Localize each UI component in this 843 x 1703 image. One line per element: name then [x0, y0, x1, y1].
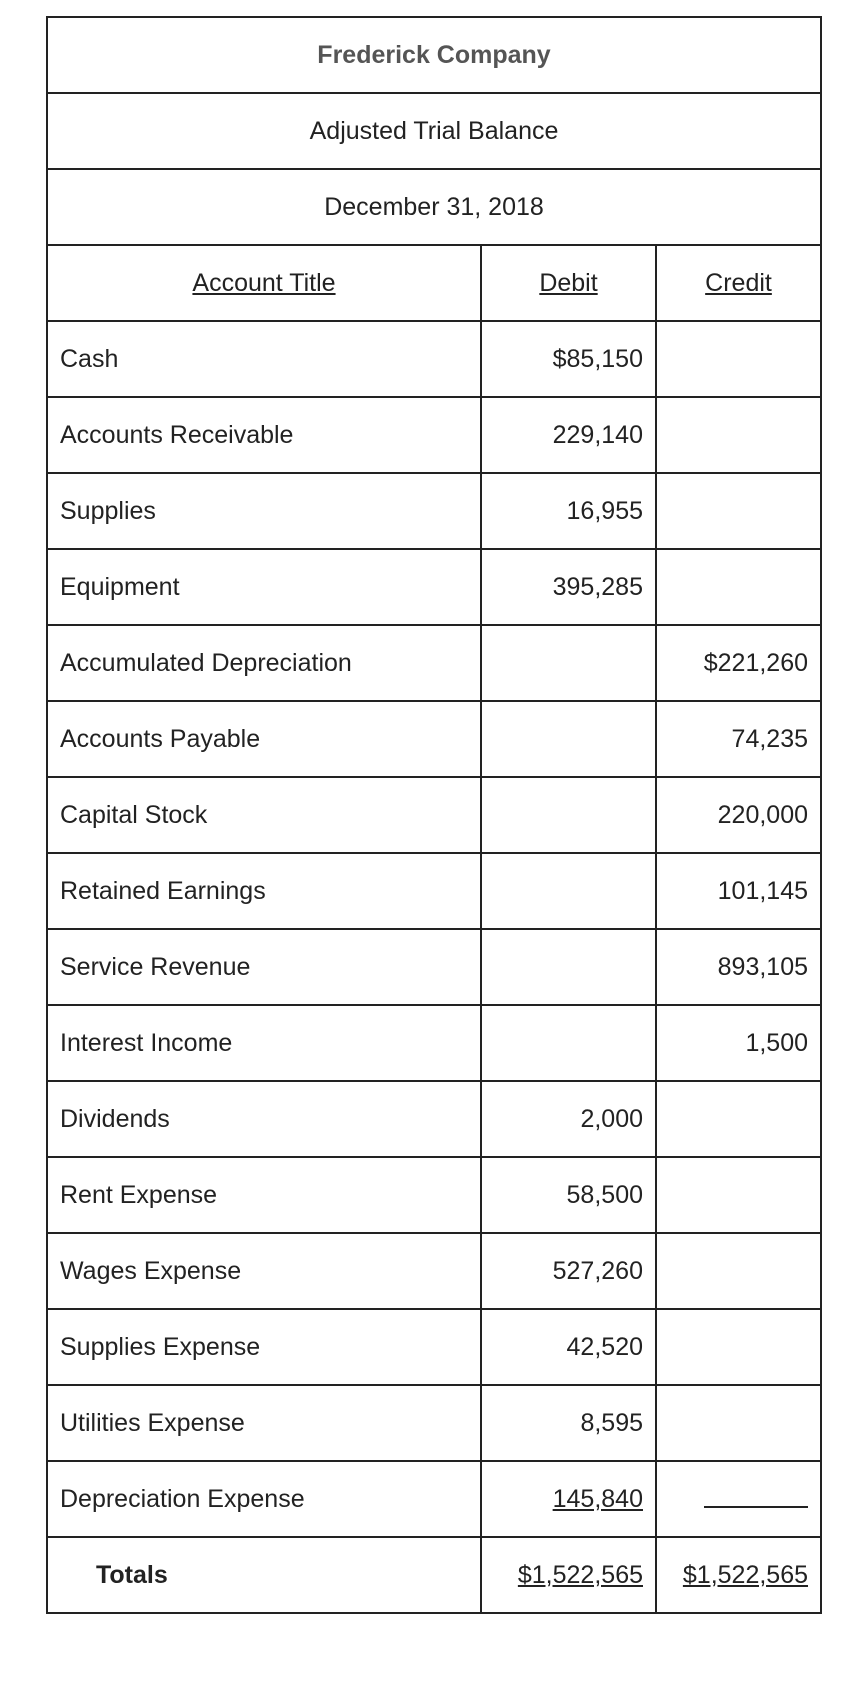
credit-cell: 1,500: [656, 1005, 821, 1081]
debit-header: Debit: [481, 245, 656, 321]
debit-cell: 395,285: [481, 549, 656, 625]
header-company-row: [47, 17, 821, 93]
debit-cell: 58,500: [481, 1157, 656, 1233]
account-title-cell: Interest Income: [47, 1005, 481, 1081]
debit-cell: 145,840: [481, 1461, 656, 1537]
debit-cell: 16,955: [481, 473, 656, 549]
debit-cell: [481, 701, 656, 777]
debit-cell: [481, 625, 656, 701]
column-header-row: [47, 245, 821, 321]
debit-cell: 527,260: [481, 1233, 656, 1309]
debit-cell: [481, 777, 656, 853]
table-row: [47, 397, 821, 473]
totals-debit: $1,522,565: [481, 1537, 656, 1613]
account-title-cell: Depreciation Expense: [47, 1461, 481, 1537]
credit-cell: 220,000: [656, 777, 821, 853]
credit-cell: [656, 397, 821, 473]
credit-cell: [656, 321, 821, 397]
account-title-header: Account Title: [47, 245, 481, 321]
table-row: [47, 625, 821, 701]
table-row: [47, 929, 821, 1005]
table-row: [47, 701, 821, 777]
table-row: [47, 321, 821, 397]
table-row: [47, 1385, 821, 1461]
header-date-row: [47, 169, 821, 245]
credit-cell: [656, 1309, 821, 1385]
account-title-cell: Utilities Expense: [47, 1385, 481, 1461]
table-row: [47, 1309, 821, 1385]
debit-cell: 42,520: [481, 1309, 656, 1385]
totals-credit: $1,522,565: [656, 1537, 821, 1613]
account-title-cell: Cash: [47, 321, 481, 397]
report-title: Adjusted Trial Balance: [47, 93, 821, 169]
table-row: [47, 1157, 821, 1233]
table-row: [47, 549, 821, 625]
credit-cell: [656, 1157, 821, 1233]
account-title-cell: Rent Expense: [47, 1157, 481, 1233]
table-row: [47, 777, 821, 853]
table-row: [47, 853, 821, 929]
table-row: [47, 473, 821, 549]
account-title-cell: Supplies: [47, 473, 481, 549]
account-title-cell: Equipment: [47, 549, 481, 625]
credit-cell: 74,235: [656, 701, 821, 777]
account-title-cell: Accounts Payable: [47, 701, 481, 777]
account-title-cell: Service Revenue: [47, 929, 481, 1005]
debit-cell: 229,140: [481, 397, 656, 473]
debit-cell: [481, 853, 656, 929]
credit-cell: [656, 549, 821, 625]
credit-cell: [656, 1081, 821, 1157]
credit-cell: 101,145: [656, 853, 821, 929]
credit-cell: [656, 473, 821, 549]
account-title-cell: Wages Expense: [47, 1233, 481, 1309]
account-title-cell: Capital Stock: [47, 777, 481, 853]
debit-cell: 2,000: [481, 1081, 656, 1157]
adjusted-trial-balance-table: [46, 16, 822, 1614]
credit-cell: $221,260: [656, 625, 821, 701]
debit-cell: [481, 929, 656, 1005]
credit-header: Credit: [656, 245, 821, 321]
account-title-cell: Supplies Expense: [47, 1309, 481, 1385]
credit-blank-underline: [704, 1492, 808, 1508]
account-title-cell: Accounts Receivable: [47, 397, 481, 473]
account-title-cell: Accumulated Depreciation: [47, 625, 481, 701]
report-date: December 31, 2018: [47, 169, 821, 245]
credit-cell: [656, 1461, 821, 1537]
totals-row: [47, 1537, 821, 1613]
table-row: [47, 1005, 821, 1081]
credit-cell: [656, 1385, 821, 1461]
table-row: [47, 1081, 821, 1157]
totals-label: Totals: [47, 1537, 481, 1613]
header-report-row: [47, 93, 821, 169]
debit-cell: $85,150: [481, 321, 656, 397]
credit-cell: 893,105: [656, 929, 821, 1005]
debit-cell: [481, 1005, 656, 1081]
table-row: [47, 1461, 821, 1537]
debit-cell: 8,595: [481, 1385, 656, 1461]
account-title-cell: Dividends: [47, 1081, 481, 1157]
table-row: [47, 1233, 821, 1309]
credit-cell: [656, 1233, 821, 1309]
account-title-cell: Retained Earnings: [47, 853, 481, 929]
company-name: Frederick Company: [47, 17, 821, 93]
